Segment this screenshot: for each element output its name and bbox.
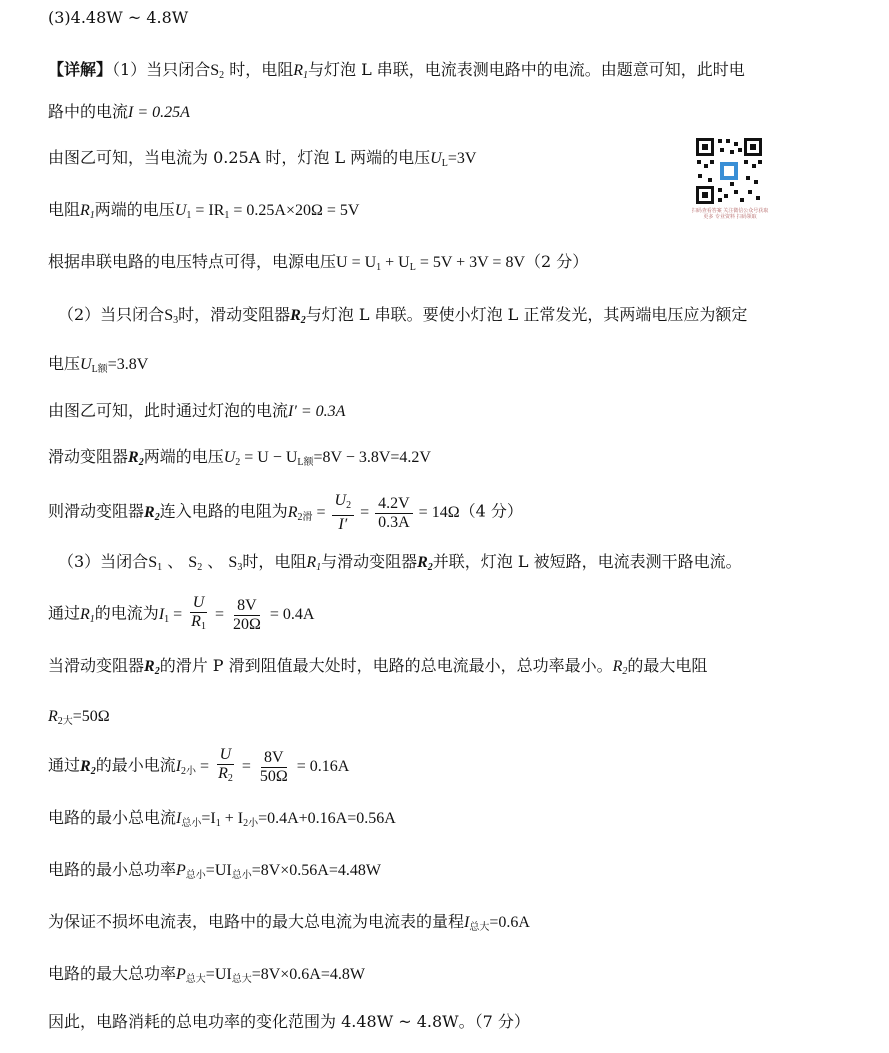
detail-line-3: 由图乙可知，当电流为 0.25A 时，灯泡 L 两端的电压$U_L=3V$ (48, 148, 477, 169)
part3-line-3: 当滑动变阻器$R_2$的滑片 P 滑到阻值最大处时，电路的总电流最小，总功率最小。$R_2$的最大电阻 (48, 656, 708, 677)
part3-line-6: 电路的最小总电流$I_{总小}=I_1 + I_{2小}=0.4A+0.16A=0.56A$ (48, 808, 396, 829)
part3-line-1: （3）当闭合$S_1$ 、 $S_2$ 、 $S_3$时，电阻$R_1$与滑动变阻器$R_2$并联，灯泡 L 被短路，电流表测干路电流。 (58, 552, 742, 573)
detail-bracket: 【详解】 (48, 60, 113, 79)
detail-line-1: 【详解】（1）当只闭合$S_2$ 时，电阻$R_1$与灯泡 L 串联，电流表测电路中的电流。由题意可知，此时电 (48, 60, 745, 81)
part2-line-3: 由图乙可知，此时通过灯泡的电流I′ = 0.3A (48, 401, 346, 420)
r2-fraction-values: $\frac{4.2V}{0.3A}$ (375, 495, 413, 532)
score-2: （2 分） (525, 252, 589, 271)
part2-line-1: （2）当只闭合$S_3$时，滑动变阻器$R_2$与灯泡 L 串联。要使小灯泡 L 正常发光，其两端电压应为额定 (58, 305, 748, 326)
part2-line-5: 则滑动变阻器$R_2$连入电路的电阻为$R_{2滑}$ = $\frac{U_2}{I'}$ = $\frac{4.2V}{0.3A}$ = 14Ω（4 分） (48, 492, 523, 533)
r2-fraction: $\frac{U_2}{I'}$ (332, 492, 355, 534)
part2-line-2: 电压$U_{L额}=3.8V$ (48, 354, 149, 375)
part3-line-5: 通过$R_2$的最小电流$I_{2小}$ = $\frac{U}{R_2}$ = $\frac{8V}{50\Omega}$ = 0.16A (48, 746, 349, 790)
i2-fraction-values: $\frac{8V}{50\Omega}$ (259, 748, 288, 785)
qr-code-icon (694, 136, 764, 206)
detail-line-4: 电阻$R_1$两端的电压$U_1 = IR_1 = 0.25A\times 20\Omega = 5V$ (48, 200, 360, 221)
part3-line-4: $R_{2大}=50\Omega$ (48, 708, 110, 727)
part3-line-2: 通过$R_1$的电流为$I_1$ = $\frac{U}{R_1}$ = $\frac{8V}{20\Omega}$ = 0.4A (48, 594, 314, 638)
part3-line-10: 因此，电路消耗的总电功率的变化范围为 4.48W ~ 4.8W。（7 分） (48, 1012, 530, 1031)
part2-line-4: 滑动变阻器$R_2$两端的电压$U_2 = U - U_{L额}=8V - 3.8V=4.2V$ (48, 447, 431, 468)
i1-fraction: $\frac{U}{R_1}$ (191, 594, 206, 632)
i1-fraction-values: $\frac{8V}{20\Omega}$ (232, 596, 261, 633)
answer-text: (3)4.48W ~ 4.8W (48, 8, 189, 27)
answer-line-3 (48, 6, 188, 30)
i2-fraction: $\frac{U}{R_2}$ (218, 746, 233, 784)
score-4: （4 分） (459, 501, 523, 521)
part3-line-8: 为保证不损坏电流表，电路中的最大总电流为电流表的量程$I_{总大}=0.6A$ (48, 912, 530, 933)
part3-line-7: 电路的最小总功率$P_{总小}=UI_{总小}=8V\times 0.56A=4.48W$ (48, 860, 381, 881)
qr-caption: 扫码查看答案 关注微信公众号获取更多 专业资料 扫码领取 (691, 208, 769, 220)
detail-line-2: 路中的电流I = 0.25A (48, 102, 190, 121)
part3-line-9: 电路的最大总功率$P_{总大}=UI_{总大}=8V\times 0.6A=4.8W$ (48, 964, 365, 985)
detail-line-5: 根据串联电路的电压特点可得，电源电压$U = U_1 + U_L = 5V + 3V = 8V(2$ 分） (48, 252, 589, 273)
